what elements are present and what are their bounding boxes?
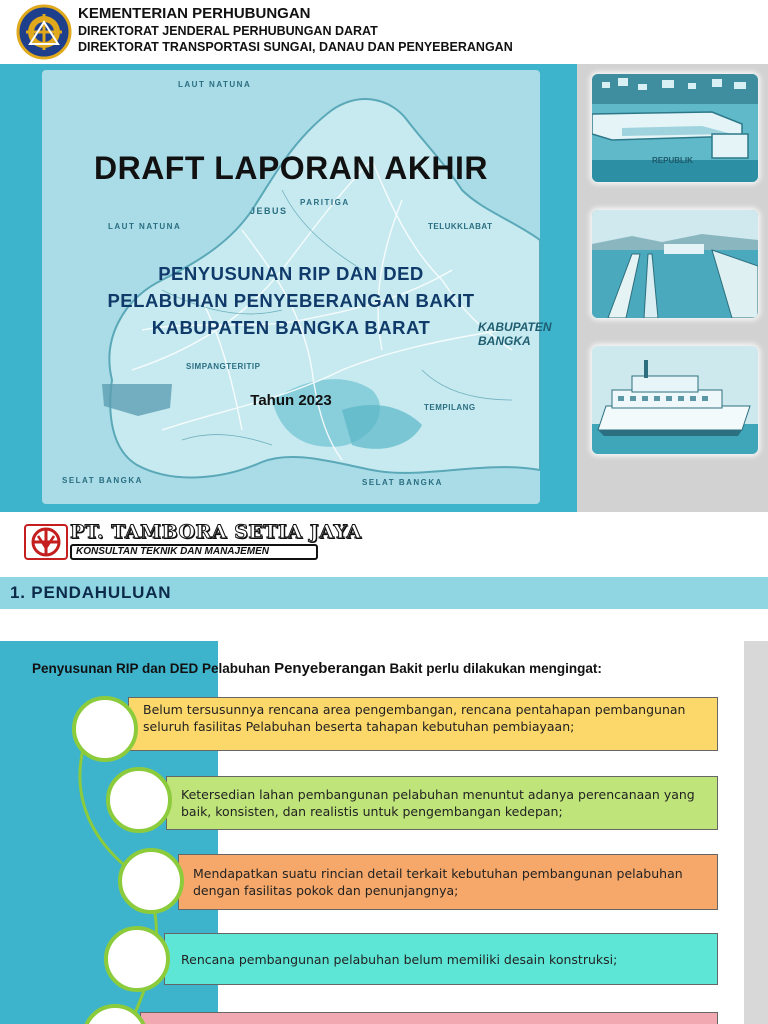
report-subtitle-line: KABUPATEN BANGKA BARAT <box>151 317 431 338</box>
ferry-ship-photo <box>592 346 758 454</box>
reason-text: Mendapatkan suatu rincian detail terkait kebutuhan pembangunan pelabuhan dengan fasilitas pokok dan penunjangnya; <box>193 866 683 898</box>
map-label-laut-natuna: LAUT NATUNA <box>178 80 252 89</box>
company-logo-icon <box>24 524 68 560</box>
company-logo <box>22 521 362 563</box>
ministry-emblem-icon <box>16 4 72 60</box>
bullet-circle <box>72 696 138 762</box>
section-title: 1. PENDAHULUAN <box>10 583 172 602</box>
intro-text <box>32 660 602 677</box>
reason-item <box>166 776 718 830</box>
company-tagline: KONSULTAN TEKNIK DAN MANAJEMEN <box>70 544 318 560</box>
map-image <box>42 70 552 504</box>
bullet-circle <box>104 926 170 992</box>
map-label-selat-bangka: SELAT BANGKA <box>362 478 443 487</box>
reason-text: Ketersedian lahan pembangunan pelabuhan menuntut adanya perencanaan yang baik, konsisten, dan realistis untuk pengembangan kedepan; <box>181 787 695 819</box>
pier-photo <box>592 210 758 318</box>
directorate-general-name: DIREKTORAT JENDERAL PERHUBUNGAN DARAT <box>78 24 378 38</box>
intro-text-part: Bakit perlu dilakukan mengingat: <box>385 661 602 676</box>
company-name: PT. TAMBORA SETIA JAYA <box>70 521 362 543</box>
reason-text: Belum tersusunnya rencana area pengembangan, rencana pentahapan pembangunan seluruh fasilitas Pelabuhan beserta tahapan kebutuhan pembiayaan; <box>143 702 686 734</box>
reason-item <box>178 854 718 910</box>
reason-item <box>140 1012 718 1024</box>
map-label-paritiga: PARITIGA <box>300 198 350 207</box>
port-aerial-photo <box>592 74 758 182</box>
map-label-laut-natuna: LAUT NATUNA <box>108 222 182 231</box>
map-label-simpang-teritip: SIMPANGTERITIP <box>186 362 261 371</box>
report-title: DRAFT LAPORAN AKHIR <box>93 150 489 186</box>
photo-caption: REPUBLIK <box>652 156 693 165</box>
report-subtitle-line: PELABUHAN PENYEBERANGAN BAKIT <box>107 290 475 311</box>
map-label-tempilang: TEMPILANG <box>424 403 476 412</box>
reason-item <box>128 697 718 751</box>
intro-text-part: Penyusunan RIP dan DED Pelabuhan <box>32 661 275 676</box>
bullet-circle <box>106 767 172 833</box>
bullet-circle <box>118 848 184 914</box>
reason-item <box>164 933 718 985</box>
directorate-name: DIREKTORAT TRANSPORTASI SUNGAI, DANAU DAN PENYEBERANGAN <box>78 40 513 54</box>
content-right-strip <box>744 641 768 1024</box>
map-label-teluk-klabat: TELUKKLABAT <box>428 222 493 231</box>
intro-text-emphasis: Penyeberangan <box>274 660 386 677</box>
header <box>0 0 768 64</box>
map-label-kabupaten-bangka: KABUPATEN BANGKA <box>478 320 552 348</box>
report-subtitle-line: PENYUSUNAN RIP DAN DED <box>158 263 424 284</box>
section-header <box>0 577 768 609</box>
map-label-jebus: JEBUS <box>250 206 288 216</box>
map-label-selat-bangka: SELAT BANGKA <box>62 476 143 485</box>
reason-text: Rencana pembangunan pelabuhan belum memiliki desain konstruksi; <box>181 952 618 967</box>
ministry-name: KEMENTERIAN PERHUBUNGAN <box>78 5 311 22</box>
report-year: Tahun 2023 <box>250 392 332 409</box>
